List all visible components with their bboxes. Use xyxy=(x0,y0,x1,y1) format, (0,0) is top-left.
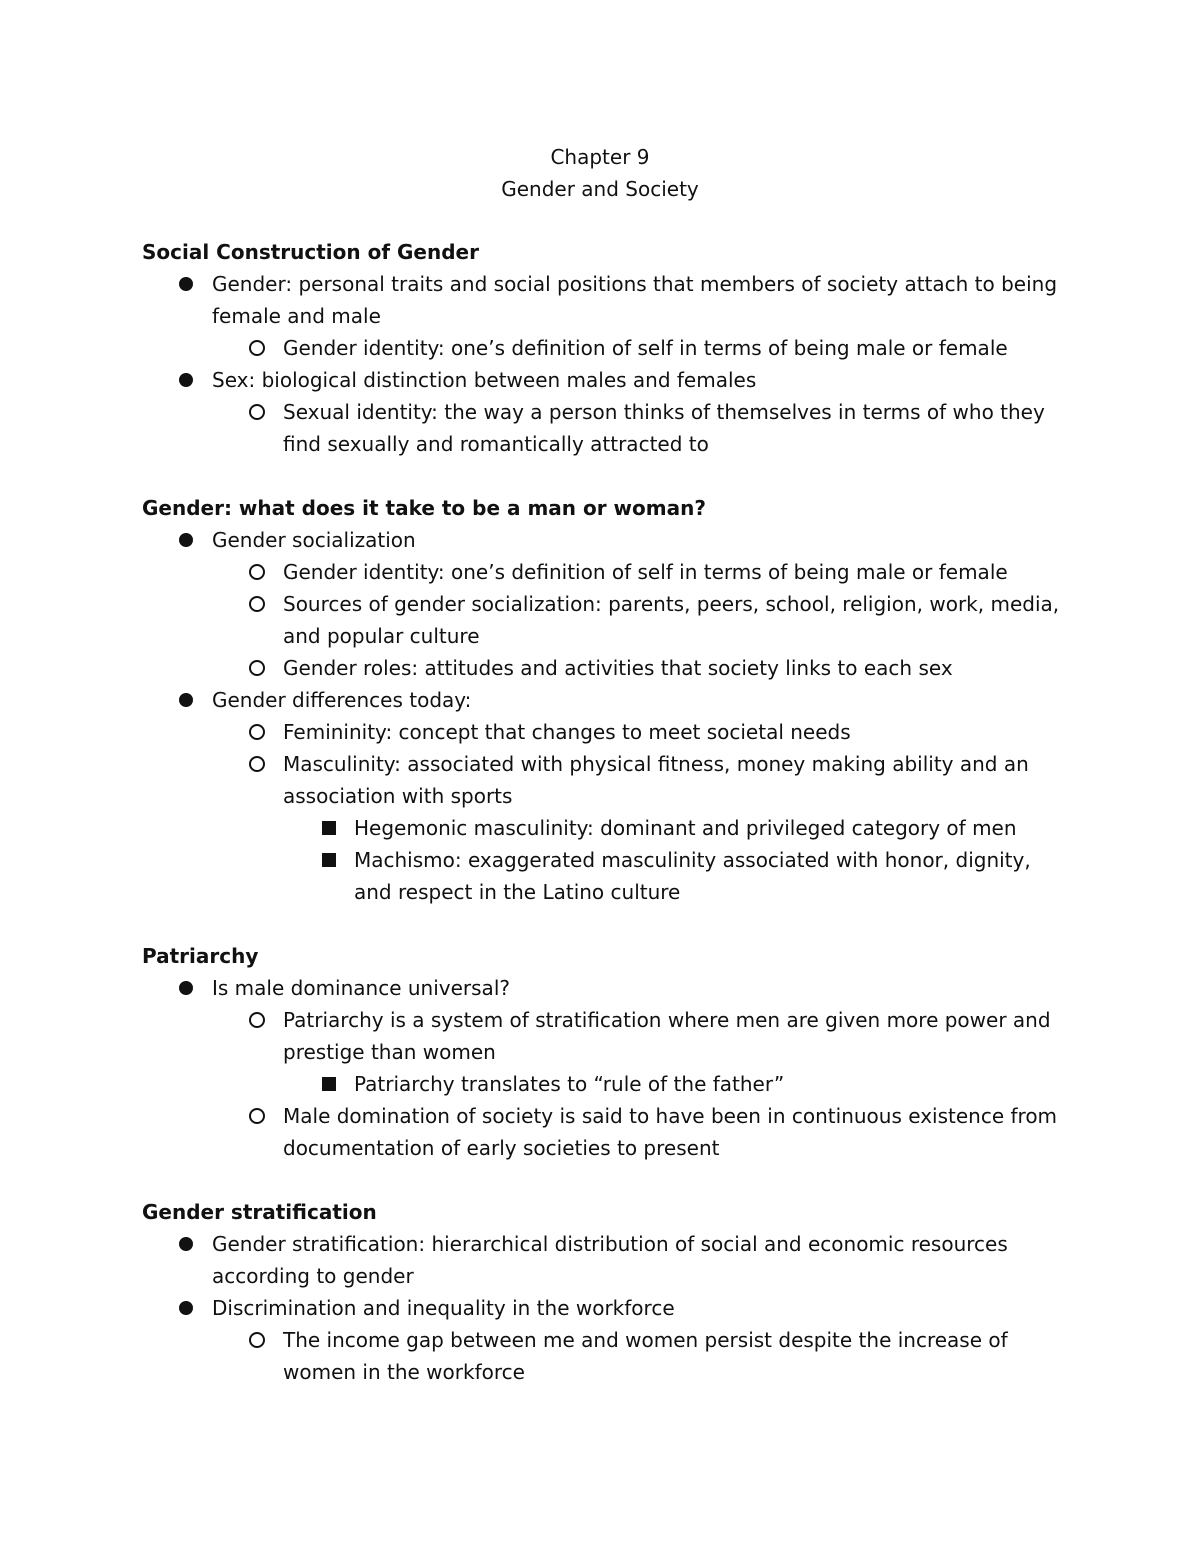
bullet-text: Male domination of society is said to have been in continuous existence from documentation of early societies to present xyxy=(283,1104,1058,1160)
section-heading: Social Construction of Gender xyxy=(142,240,479,264)
hollow-circle-bullet-icon xyxy=(249,1108,265,1124)
bullet-item-level-1 xyxy=(142,972,1072,1004)
bullet-text: Gender differences today: xyxy=(212,688,472,712)
bullet-item-level-2 xyxy=(142,332,1072,364)
bullet-item-level-2 xyxy=(142,1004,1072,1068)
title-block xyxy=(0,141,1200,205)
hollow-circle-bullet-icon xyxy=(249,1332,265,1348)
section-heading: Gender: what does it take to be a man or woman? xyxy=(142,496,706,520)
hollow-circle-bullet-icon xyxy=(249,756,265,772)
bullet-item-level-2 xyxy=(142,396,1072,460)
bullet-item-level-3 xyxy=(142,844,1072,908)
bullet-text: Femininity: concept that changes to meet societal needs xyxy=(283,720,851,744)
bullet-item-level-2 xyxy=(142,1100,1072,1164)
filled-circle-bullet-icon xyxy=(179,981,193,995)
bullet-item-level-1 xyxy=(142,684,1072,716)
bullet-text: Masculinity: associated with physical fitness, money making ability and an association with sports xyxy=(283,752,1029,808)
bullet-text: Sexual identity: the way a person thinks of themselves in terms of who they find sexually and romantically attracted to xyxy=(283,400,1045,456)
bullet-text: Sex: biological distinction between males and females xyxy=(212,368,757,392)
notes-content xyxy=(142,236,1072,1388)
filled-square-bullet-icon xyxy=(322,853,336,867)
filled-circle-bullet-icon xyxy=(179,373,193,387)
filled-circle-bullet-icon xyxy=(179,533,193,547)
bullet-item-level-1 xyxy=(142,524,1072,556)
bullet-text: Gender: personal traits and social positions that members of society attach to being female and male xyxy=(212,272,1058,328)
bullet-text: Hegemonic masculinity: dominant and privileged category of men xyxy=(354,816,1017,840)
filled-square-bullet-icon xyxy=(322,1077,336,1091)
bullet-item-level-2 xyxy=(142,716,1072,748)
bullet-text: Gender identity: one’s definition of self in terms of being male or female xyxy=(283,336,1008,360)
bullet-text: Gender socialization xyxy=(212,528,416,552)
section xyxy=(142,940,1072,1164)
hollow-circle-bullet-icon xyxy=(249,596,265,612)
hollow-circle-bullet-icon xyxy=(249,724,265,740)
bullet-item-level-3 xyxy=(142,1068,1072,1100)
document-title: Gender and Society xyxy=(501,177,699,201)
hollow-circle-bullet-icon xyxy=(249,564,265,580)
filled-circle-bullet-icon xyxy=(179,1237,193,1251)
bullet-text: Gender stratification: hierarchical distribution of social and economic resources according to gender xyxy=(212,1232,1008,1288)
bullet-text: Patriarchy is a system of stratification where men are given more power and prestige than women xyxy=(283,1008,1051,1064)
bullet-text: Machismo: exaggerated masculinity associated with honor, dignity, and respect in the Latino culture xyxy=(354,848,1031,904)
bullet-item-level-2 xyxy=(142,588,1072,652)
section-heading: Gender stratification xyxy=(142,1200,377,1224)
hollow-circle-bullet-icon xyxy=(249,660,265,676)
hollow-circle-bullet-icon xyxy=(249,340,265,356)
filled-square-bullet-icon xyxy=(322,821,336,835)
section-heading: Patriarchy xyxy=(142,944,259,968)
bullet-item-level-2 xyxy=(142,556,1072,588)
bullet-item-level-1 xyxy=(142,268,1072,332)
bullet-item-level-1 xyxy=(142,1292,1072,1324)
hollow-circle-bullet-icon xyxy=(249,404,265,420)
bullet-text: The income gap between me and women persist despite the increase of women in the workforce xyxy=(283,1328,1008,1384)
hollow-circle-bullet-icon xyxy=(249,1012,265,1028)
bullet-item-level-2 xyxy=(142,652,1072,684)
bullet-text: Patriarchy translates to “rule of the father” xyxy=(354,1072,785,1096)
bullet-item-level-2 xyxy=(142,1324,1072,1388)
section xyxy=(142,1196,1072,1388)
section-spacer xyxy=(142,460,1072,492)
bullet-item-level-1 xyxy=(142,1228,1072,1292)
bullet-text: Gender roles: attitudes and activities that society links to each sex xyxy=(283,656,953,680)
bullet-text: Discrimination and inequality in the workforce xyxy=(212,1296,675,1320)
bullet-text: Gender identity: one’s definition of self in terms of being male or female xyxy=(283,560,1008,584)
bullet-item-level-3 xyxy=(142,812,1072,844)
bullet-item-level-2 xyxy=(142,748,1072,812)
chapter-label: Chapter 9 xyxy=(550,145,650,169)
bullet-item-level-1 xyxy=(142,364,1072,396)
section xyxy=(142,236,1072,460)
section-spacer xyxy=(142,908,1072,940)
section-spacer xyxy=(142,1164,1072,1196)
section xyxy=(142,492,1072,908)
filled-circle-bullet-icon xyxy=(179,277,193,291)
bullet-text: Sources of gender socialization: parents, peers, school, religion, work, media, and popular culture xyxy=(283,592,1060,648)
filled-circle-bullet-icon xyxy=(179,693,193,707)
filled-circle-bullet-icon xyxy=(179,1301,193,1315)
bullet-text: Is male dominance universal? xyxy=(212,976,510,1000)
